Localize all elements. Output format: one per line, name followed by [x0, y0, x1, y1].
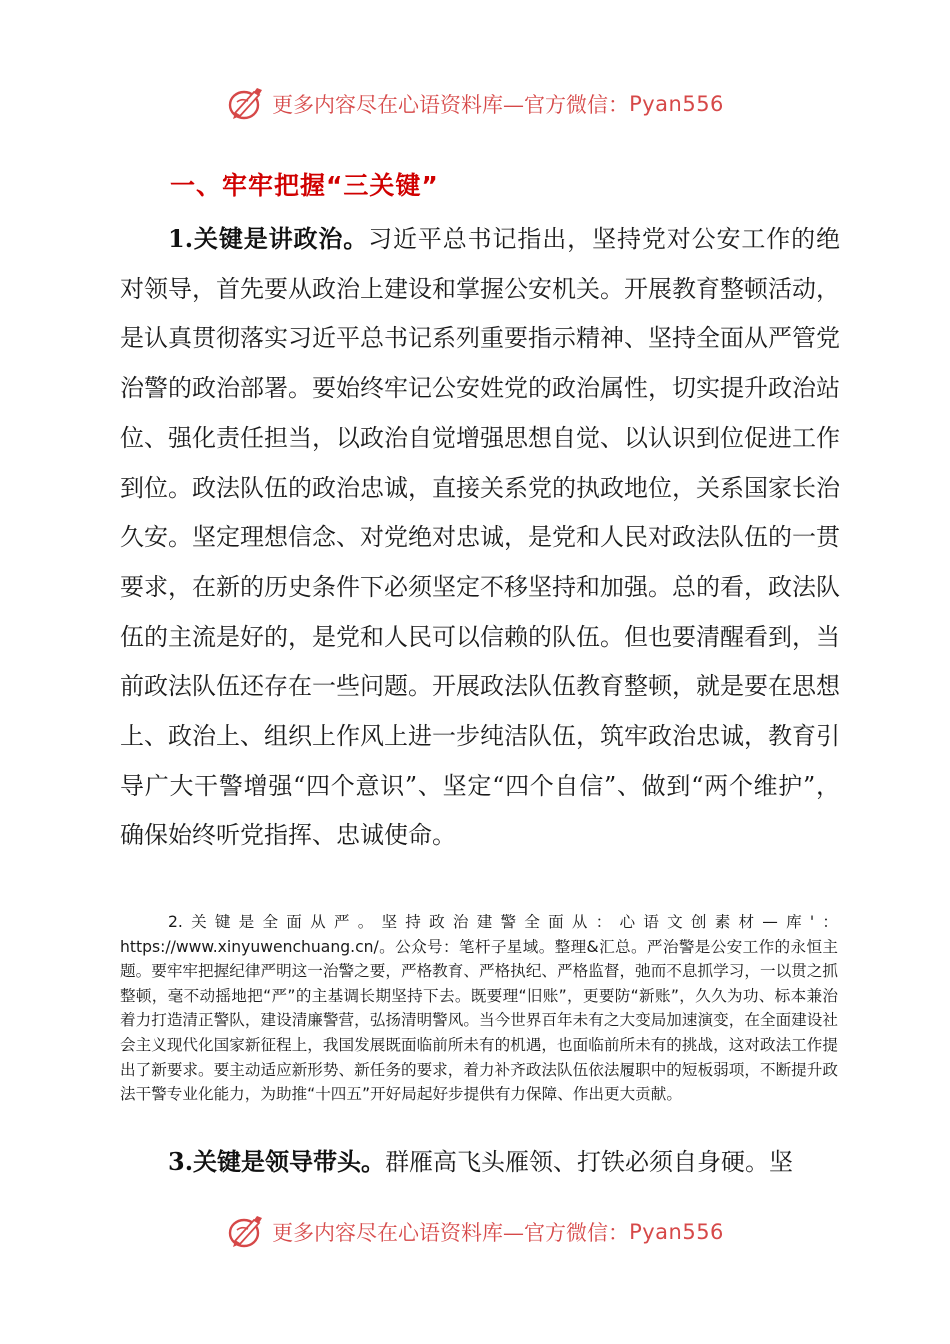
- banner-brand: Pyan556: [629, 92, 724, 116]
- paragraph-3-lead: 3.关键是领导带头。: [168, 1147, 386, 1176]
- header-watermark-banner: [0, 84, 950, 124]
- banner-text: 更多内容尽在心语资料库—官方微信：: [272, 1221, 630, 1245]
- paragraph-2: 2.关键是全面从严。坚持政治建警全面从：心语文创素材—库'：https://www.xinyuwenchuang.cn/。公众号：笔杆子星域。整理&汇总。严治警是公安工作的永恒主题。要牢牢把握纪律严明这一治警之要，严格教育、严格执纪、严格监督，弛而不息抓学习，一以贯之抓整顿，毫不动摇地把“严”的主基调长期坚持下去。既要理“旧账”，更要防“新账”，久久为功、标本兼治着力打造清正警队，建设清廉警营，弘扬清明警风。当今世界百年未有之大变局加速演变，在全面建设社会主义现代化国家新征程上，我国发展既面临前所未有的机遇，也面临前所未有的挑战，这对政法工作提出了新要求。要主动适应新形势、新任务的要求，着力补齐政法队伍依法履职中的短板弱项，不断提升政法干警专业化能力，为助推“十四五”开好局起好步提供有力保障、作出更大贡献。: [120, 913, 838, 1104]
- banner-brand: Pyan556: [629, 1220, 724, 1244]
- paragraph-1: [120, 214, 840, 861]
- footer-watermark-banner: [0, 1212, 950, 1252]
- paragraph-1-lead: 1.关键是讲政治。: [168, 224, 369, 253]
- pen-circle-logo-icon: [226, 1212, 266, 1252]
- paragraph-3-body: 群雁高飞头雁领、打铁必须自身硬。坚: [385, 1148, 794, 1176]
- paragraph-1-body: 习近平总书记指出，坚持党对公安工作的绝对领导，首先要从政治上建设和掌握公安机关。开展教育整顿活动，是认真贯彻落实习近平总书记系列重要指示精神、坚持全面从严管党治警的政治部署。要始终牢记公安姓党的政治属性，切实提升政治站位、强化责任担当，以政治自觉增强思想自觉、以认识到位促进工作到位。政法队伍的政治忠诚，直接关系党的执政地位，关系国家长治久安。坚定理想信念、对党绝对忠诚，是党和人民对政法队伍的一贯要求，在新的历史条件下必须坚定不移坚持和加强。总的看，政法队伍的主流是好的，是党和人民可以信赖的队伍。但也要清醒看到，当前政法队伍还存在一些问题。开展政法队伍教育整顿，就是要在思想上、政治上、组织上作风上进一步纯洁队伍，筑牢政治忠诚，教育引导广大干警增强“四个意识”、坚定“四个自信”、做到“两个维护”，确保始终听党指挥、忠诚使命。: [120, 225, 841, 850]
- banner-text: 更多内容尽在心语资料库—官方微信：: [272, 93, 630, 117]
- paragraph-3: [120, 1137, 840, 1187]
- pen-circle-logo-icon: [226, 84, 266, 124]
- section-title: 一、牢牢把握“三关键”: [170, 171, 439, 200]
